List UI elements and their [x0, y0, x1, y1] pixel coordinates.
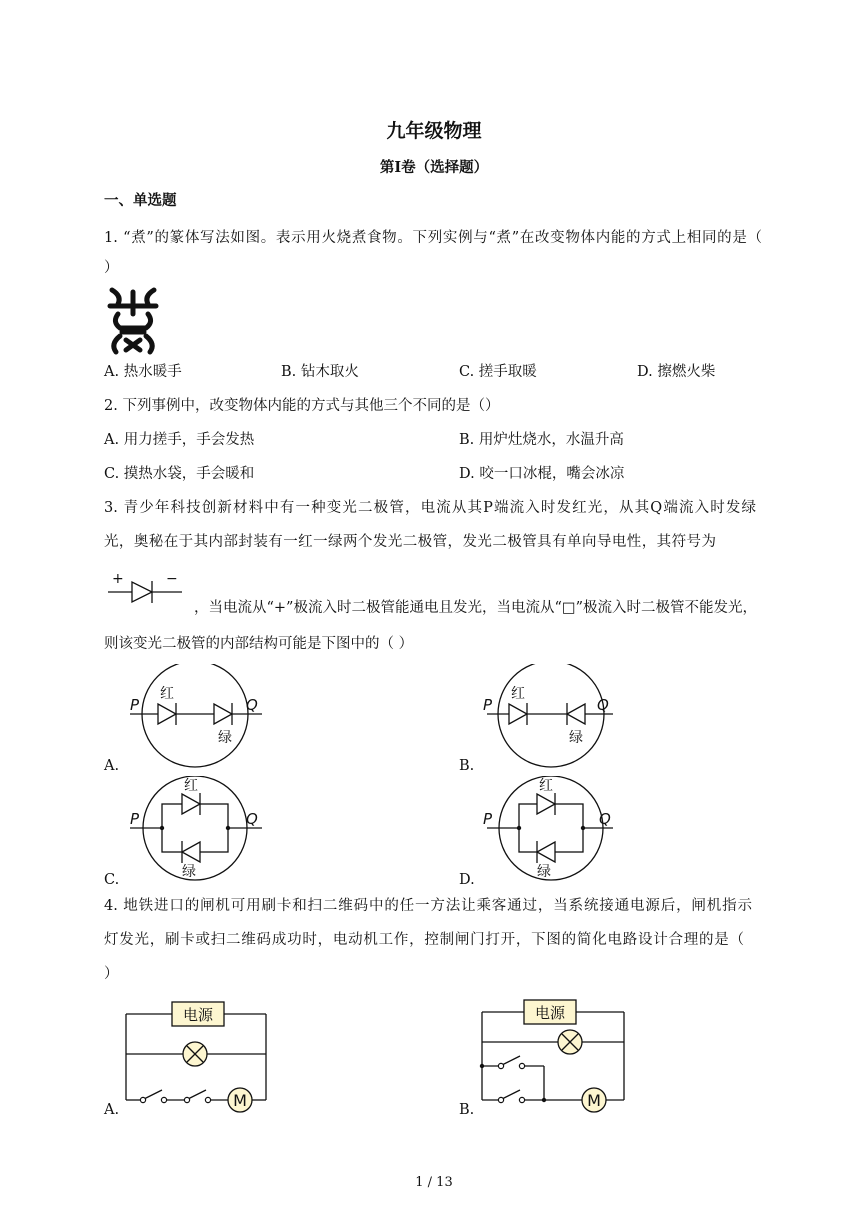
diode-minus-sign: −: [166, 571, 178, 587]
document-subtitle: 第I卷（选择题）: [379, 159, 489, 176]
q1-option-a: A. 热水暖手: [104, 364, 182, 380]
page-number: 1 / 13: [415, 1175, 453, 1190]
q4-line3: ）: [104, 966, 119, 982]
q3-option-c: C.: [104, 872, 120, 888]
q4-line2: 灯发光，刷卡或扫二维码成功时，电动机工作，控制闸门打开，下图的简化电路设计合理的是（: [104, 932, 744, 948]
q1-option-c: C. 搓手取暖: [459, 364, 537, 380]
q2-option-a: A. 用力搓手，手会发热: [104, 432, 255, 448]
label-p: P: [483, 696, 493, 714]
q4-option-a: A.: [104, 1102, 120, 1118]
q4-circuit-b: [476, 996, 632, 1118]
q3-option-d: D.: [459, 872, 475, 888]
q3-diagram-a: [124, 664, 274, 768]
zhu-seal-script-image: [104, 284, 162, 356]
q1-option-b: B. 钻木取火: [281, 364, 359, 380]
q3-option-a: A.: [104, 758, 120, 774]
label-green: 绿: [218, 730, 232, 746]
q2-option-b: B. 用炉灶烧水，水温升高: [459, 432, 624, 448]
q3-diagram-c: [124, 776, 274, 882]
q1-text: 1. “煮”的篆体写法如图。表示用火烧煮食物。下列实例与“煮”在改变物体内能的方式上相同的是（: [104, 230, 762, 246]
label-p: P: [130, 696, 140, 714]
label-q: Q: [599, 810, 611, 828]
q3-diagram-d: [481, 776, 631, 882]
power-label: 电源: [182, 1006, 214, 1024]
label-green: 绿: [537, 864, 551, 880]
label-red: 红: [511, 686, 525, 702]
label-q: Q: [246, 810, 258, 828]
label-red: 红: [160, 686, 174, 702]
label-red: 红: [539, 778, 553, 794]
q3-line3: ，当电流从“+”极流入时二极管能通电且发光，当电流从“□”极流入时二极管不能发光，: [194, 600, 757, 616]
q4-option-b: B.: [459, 1102, 475, 1118]
q3-line4: 则该变光二极管的内部结构可能是下图中的（ ）: [104, 636, 414, 652]
q1-text-cont: ）: [104, 260, 119, 276]
q4-circuit-a: [120, 996, 270, 1118]
label-q: Q: [246, 696, 258, 714]
section-heading: 一、单选题: [104, 192, 177, 209]
document-title: 九年级物理: [386, 120, 482, 142]
label-green: 绿: [569, 730, 583, 746]
q3-option-b: B.: [459, 758, 475, 774]
diode-plus-sign: +: [112, 571, 124, 587]
label-q: Q: [597, 696, 609, 714]
label-p: P: [130, 810, 140, 828]
diode-symbol: [104, 568, 186, 610]
q3-line1: 3. 青少年科技创新材料中有一种变光二极管，电流从其P端流入时发红光，从其Q端流入时发绿: [104, 500, 756, 516]
label-red: 红: [184, 778, 198, 794]
q3-diagram-b: [481, 664, 631, 768]
q2-option-c: C. 摸热水袋，手会暖和: [104, 466, 255, 482]
q2-text: 2. 下列事例中，改变物体内能的方式与其他三个不同的是（）: [104, 398, 500, 414]
motor-label: M: [587, 1091, 601, 1110]
q4-line1: 4. 地铁进口的闸机可用刷卡和扫二维码中的任一方法让乘客通过，当系统接通电源后，闸机指示: [104, 898, 752, 914]
power-label: 电源: [534, 1004, 566, 1022]
q1-option-d: D. 擦燃火柴: [637, 364, 716, 380]
label-green: 绿: [182, 864, 196, 880]
q3-line2: 光，奥秘在于其内部封装有一红一绿两个发光二极管，发光二极管具有单向导电性，其符号为: [104, 534, 716, 550]
motor-label: M: [233, 1091, 247, 1110]
label-p: P: [483, 810, 493, 828]
q2-option-d: D. 咬一口冰棍，嘴会冰凉: [459, 466, 625, 482]
